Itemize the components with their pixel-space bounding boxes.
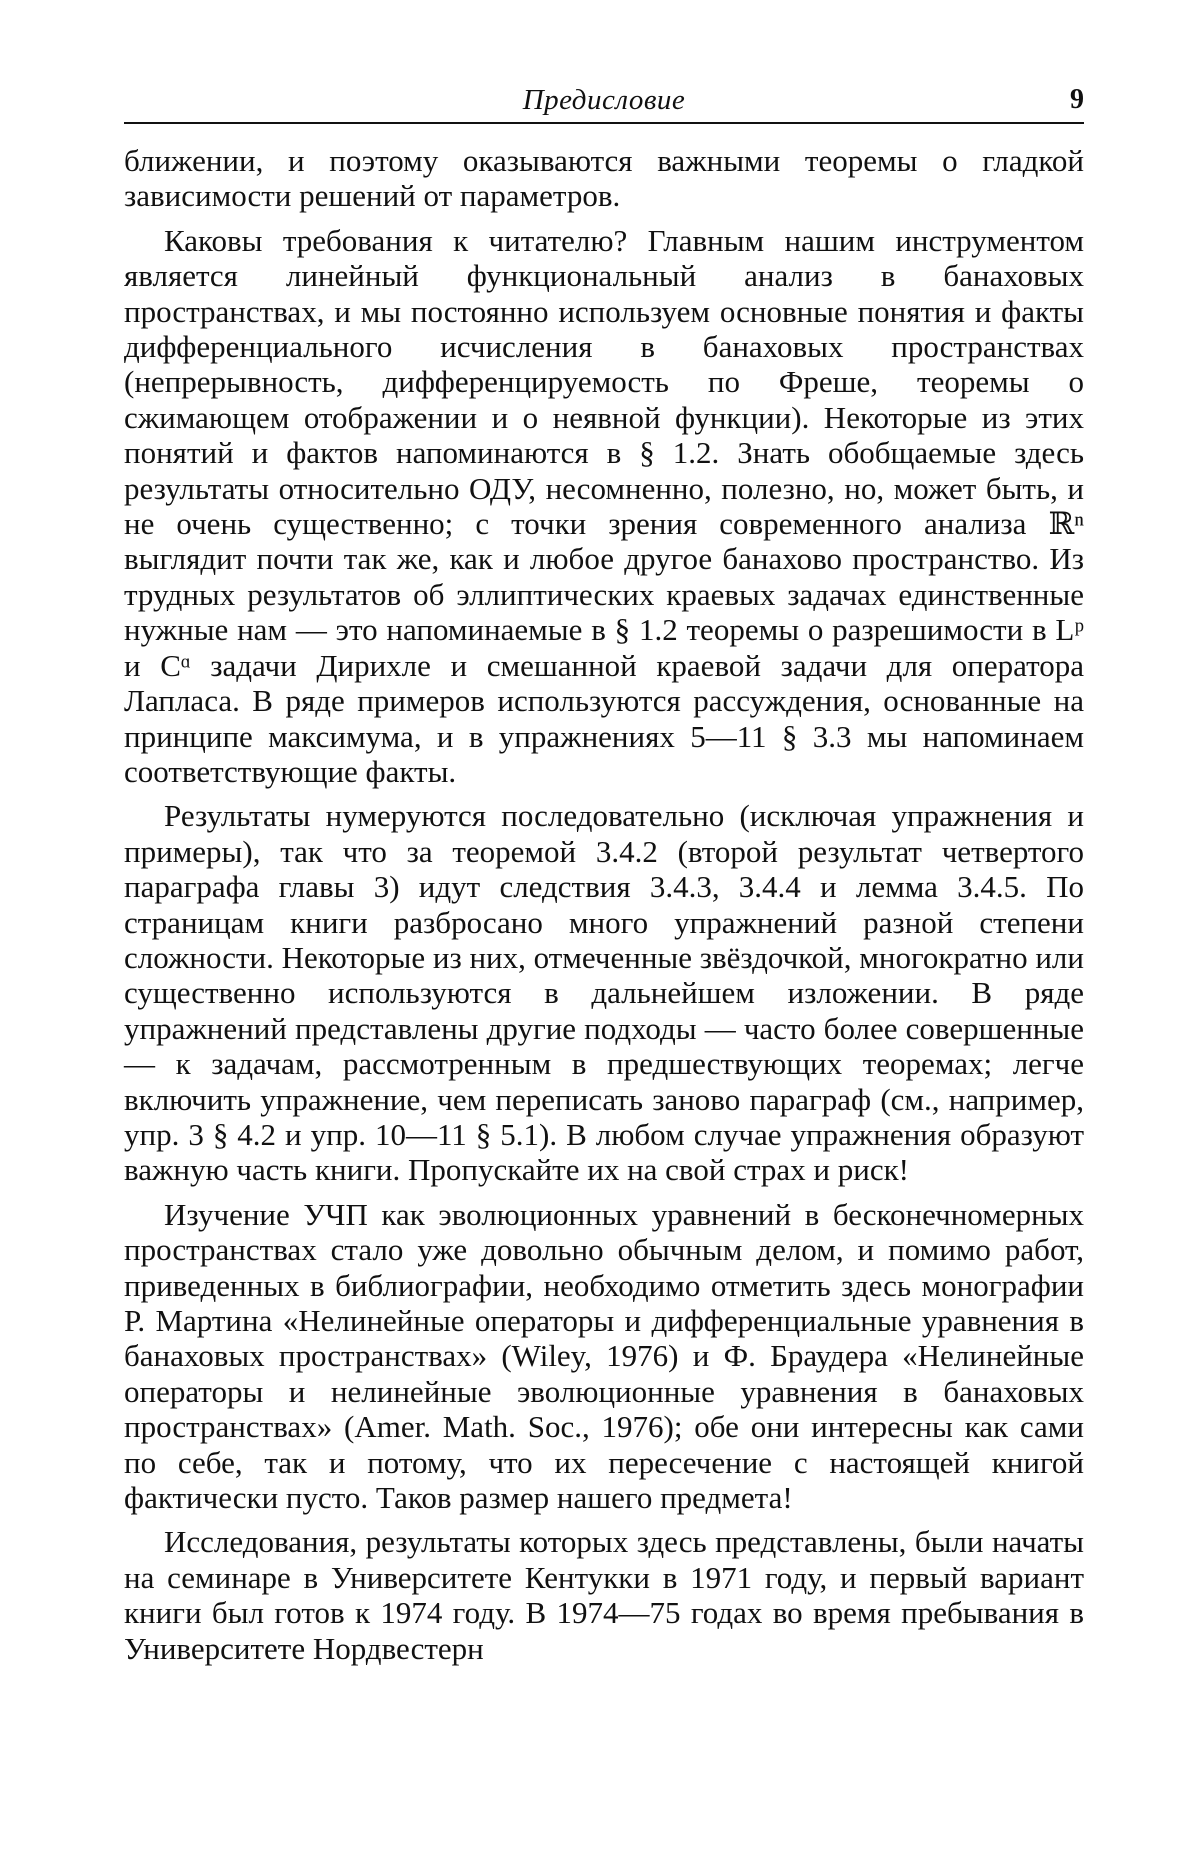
paragraph-continuation: ближении, и поэтому оказываются важными теоремы о гладкой зависимости решений от параметров.	[124, 143, 1084, 214]
body-text	[124, 143, 1084, 1666]
paragraph-reader-requirements: Каковы требования к читателю? Главным нашим инструментом является линейный функциональный анализ в банаховых пространствах, и мы постоянно используем основные понятия и факты дифференциального исчисления в банаховых пространствах (непрерывность, дифференцируемость по Фреше, теоремы о сжимающем отображении и о неявной функции). Некоторые из этих понятий и фактов напоминаются в § 1.2. Знать обобщаемые здесь результаты относительно ОДУ, несомненно, полезно, но, может быть, и не очень существенно; с точки зрения современного анализа ℝⁿ выглядит почти так же, как и любое другое банахово пространство. Из трудных результатов об эллиптических краевых задачах единственные нужные нам — это напоминаемые в § 1.2 теоремы о разрешимости в Lᵖ и Cᵅ задачи Дирихле и смешанной краевой задачи для оператора Лапласа. В ряде примеров используются рассуждения, основанные на принципе максимума, и в упражнениях 5—11 § 3.3 мы напоминаем соответствующие факты.	[124, 222, 1084, 789]
paragraph-history: Исследования, результаты которых здесь представлены, были начаты на семинаре в Университете Кентукки в 1971 году, и первый вариант книги был готов к 1974 году. В 1974—75 годах во время пребывания в Университете Нордвестерн	[124, 1524, 1084, 1666]
paragraph-literature: Изучение УЧП как эволюционных уравнений в бесконечномерных пространствах стало уже довольно обычным делом, и помимо работ, приведенных в библиографии, необходимо отметить здесь монографии Р. Мартина «Нелинейные операторы и дифференциальные уравнения в банаховых пространствах» (Wiley, 1976) и Ф. Браудера «Нелинейные операторы и нелинейные эволюционные уравнения в банаховых пространствах» (Amer. Math. Soc., 1976); обе они интересны как сами по себе, так и потому, что их пересечение с настоящей книгой фактически пусто. Таков размер нашего предмета!	[124, 1196, 1084, 1516]
page-number: 9	[1070, 84, 1084, 115]
paragraph-numbering: Результаты нумеруются последовательно (исключая упражнения и примеры), так что за теоремой 3.4.2 (второй результат четвертого параграфа главы 3) идут следствия 3.4.3, 3.4.4 и лемма 3.4.5. По страницам книги разбросано много упражнений разной степени сложности. Некоторые из них, отмеченные звёздочкой, многократно или существенно используются в дальнейшем изложении. В ряде упражнений представлены другие подходы — часто более совершенные — к задачам, рассмотренным в предшествующих теоремах; легче включить упражнение, чем переписать заново параграф (см., например, упр. 3 § 4.2 и упр. 10—11 § 5.1). В любом случае упражнения образуют важную часть книги. Пропускайте их на свой страх и риск!	[124, 798, 1084, 1188]
header-rule	[124, 122, 1084, 124]
running-head	[124, 82, 1084, 118]
running-title: Предисловие	[522, 84, 686, 116]
